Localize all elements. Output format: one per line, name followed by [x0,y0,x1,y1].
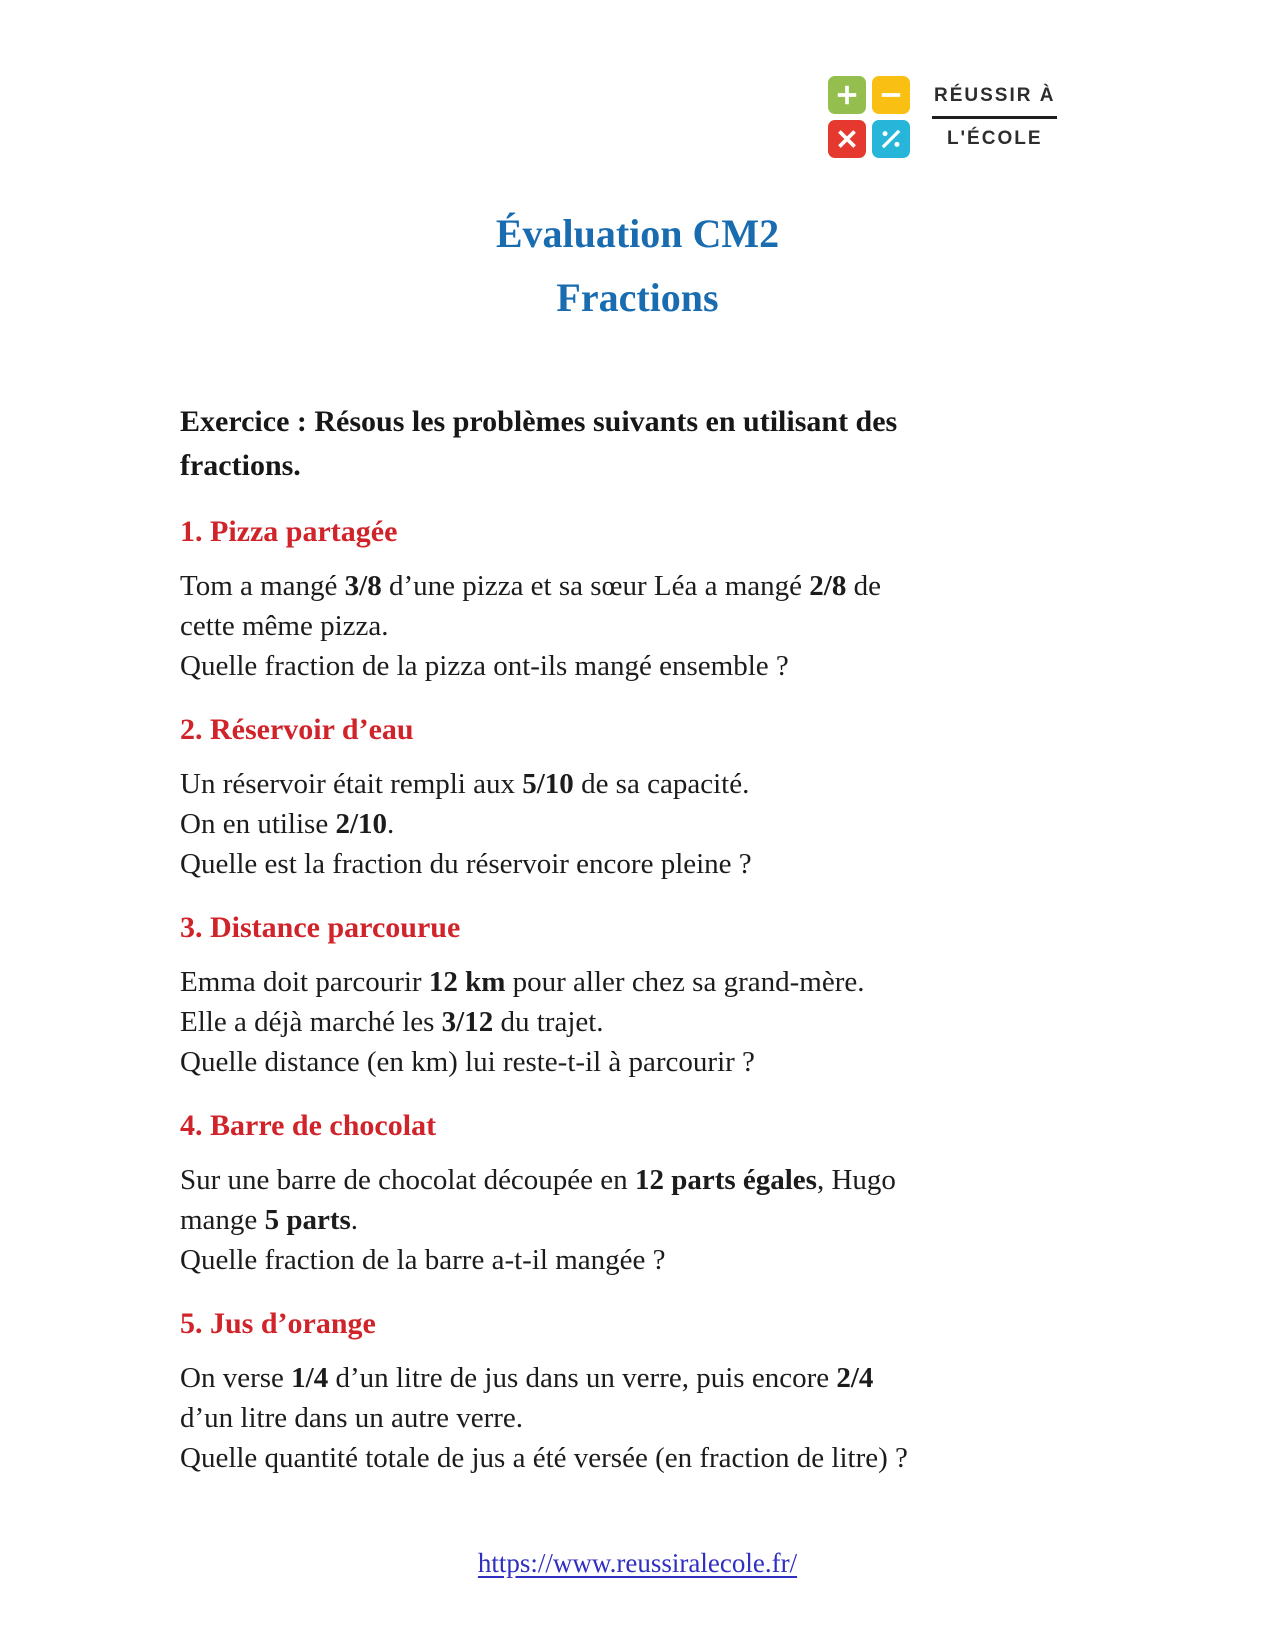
paragraph-line: Emma doit parcourir 12 km pour aller chez sa grand-mère. [180,966,865,998]
paragraph-line: d’un litre dans un autre verre. [180,1402,524,1434]
paragraph-line: Quelle quantité totale de jus a été versée (en fraction de litre) ? [180,1442,908,1474]
paragraph-line: mange 5 parts. [180,1204,359,1236]
paragraph-line: On verse 1/4 d’un litre de jus dans un verre, puis encore 2/4 [180,1362,874,1394]
doc-title-line2: Fractions [556,275,719,320]
section-heading: 5. Jus d’orange [180,1307,376,1340]
plus-icon [828,76,866,114]
section-paragraph [180,1160,1130,1280]
brand-line1: RÉUSSIR À [934,84,1056,106]
paragraph-line: cette même pizza. [180,610,389,642]
paragraph-line: Quelle distance (en km) lui reste-t-il à parcourir ? [180,1046,755,1078]
section-heading: 3. Distance parcourue [180,911,461,944]
footer [0,1548,1275,1579]
paragraph-line: On en utilise 2/10. [180,808,395,840]
footer-link[interactable]: https://www.reussiralecole.fr/ [477,1548,798,1578]
paragraph-line: Elle a déjà marché les 3/12 du trajet. [180,1006,604,1038]
paragraph-line: Tom a mangé 3/8 d’une pizza et sa sœur Léa a mangé 2/8 de [180,570,881,602]
paragraph-line: Quelle fraction de la pizza ont-ils mangé ensemble ? [180,650,789,682]
paragraph-line: Un réservoir était rempli aux 5/10 de sa capacité. [180,768,750,800]
section-heading: 4. Barre de chocolat [180,1109,437,1142]
paragraph-line: Sur une barre de chocolat découpée en 12 parts égales, Hugo [180,1164,896,1196]
sections [180,512,1130,1478]
paragraph-line: Quelle fraction de la barre a-t-il mangée ? [180,1244,666,1276]
logo-tiles [828,76,910,158]
section-heading: 2. Réservoir d’eau [180,713,414,746]
brand-line2: L'ÉCOLE [946,127,1043,149]
section-paragraph [180,764,1130,884]
multiply-icon [828,120,866,158]
intro-line: Exercice : Résous les problèmes suivants en utilisant des [180,405,898,438]
minus-icon [872,76,910,114]
section-paragraph [180,1358,1130,1478]
doc-title [0,202,1275,330]
section-heading: 1. Pizza partagée [180,515,398,548]
section-paragraph [180,962,1130,1082]
brand-name [932,85,1057,150]
logo [828,76,1057,158]
paragraph-line: Quelle est la fraction du réservoir encore pleine ? [180,848,752,880]
section-paragraph [180,566,1130,686]
intro-line: fractions. [180,449,301,482]
content [180,400,1130,1478]
exercise-intro [180,400,1130,488]
divide-icon [872,120,910,158]
doc-title-line1: Évaluation CM2 [495,211,780,256]
